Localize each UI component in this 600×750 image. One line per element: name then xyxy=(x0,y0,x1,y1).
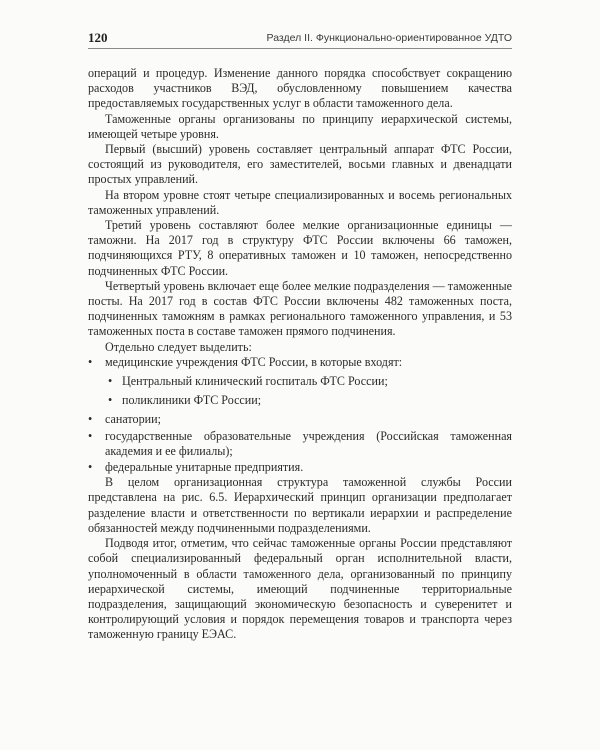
list-item: • Центральный клинический госпиталь ФТС России; xyxy=(105,374,512,389)
list-item-text: медицинские учреждения ФТС России, в которые входят: xyxy=(105,354,403,369)
list-item: • государственные образовательные учреждения (Российская таможенная академия и ее филиалы); xyxy=(88,429,512,459)
paragraph: Подводя итог, отметим, что сейчас таможенные органы России представляют собой специализированный федеральный орган исполнительной власти, уполномоченный в области таможенного дела, организованный по принципу иерархической системы, имеющий подчиненные территориальные подразделения, защищающий экономическую безопасность и суверенитет и контролирующий условия и порядок перемещения товаров и транспорта через таможенную границу ЕЭАС. xyxy=(88,536,512,642)
paragraph: В целом организационная структура таможенной службы России представлена на рис. 6.5. Иерархический принцип организации предполагает разделение власти и ответственности по вертикали иерархии и распределение обязанностей между подчиненными подразделениями. xyxy=(88,475,512,535)
paragraph: Отдельно следует выделить: xyxy=(105,339,252,354)
page-header xyxy=(88,30,512,49)
paragraph: Первый (высший) уровень составляет центральный аппарат ФТС России, состоящий из руководителя, его заместителей, восьми главных и двенадцати простых управлений. xyxy=(88,142,512,187)
list-item: • санатории; xyxy=(88,412,512,427)
page-number: 120 xyxy=(88,30,108,45)
list-item: • поликлиники ФТС России; xyxy=(105,393,512,408)
paragraph: Третий уровень составляют более мелкие организационные единицы — таможни. На 2017 год в структуру ФТС России включены 66 таможен, подчиняющихся РТУ, 8 оперативных таможен и 10 таможен, непосредственно подчиненных ФТС России. xyxy=(88,218,512,278)
list-item: • федеральные унитарные предприятия. xyxy=(88,460,512,475)
paragraph: операций и процедур. Изменение данного порядка способствует сокращению расходов участников ВЭД, обусловленному повышением качества предоставляемых государственных услуг в области таможенного дела. xyxy=(88,66,512,111)
page-body xyxy=(88,66,512,643)
paragraph: На втором уровне стоят четыре специализированных и восемь региональных таможенных управлений. xyxy=(88,187,512,217)
paragraph: Таможенные органы организованы по принципу иерархической системы, имеющей четыре уровня. xyxy=(88,111,512,141)
bullet-list xyxy=(88,355,512,475)
nested-bullet-list xyxy=(105,374,512,408)
list-item xyxy=(88,355,512,409)
paragraph: Четвертый уровень включает еще более мелкие подразделения — таможенные посты. На 2017 год в состав ФТС России включены 482 таможенных поста, подчиненных таможням в рамках регионального таможенного управления, и 53 таможенных поста в составе таможен прямого подчинения. xyxy=(88,278,512,339)
running-title: Раздел II. Функционально-ориентированное УДТО xyxy=(266,32,512,44)
